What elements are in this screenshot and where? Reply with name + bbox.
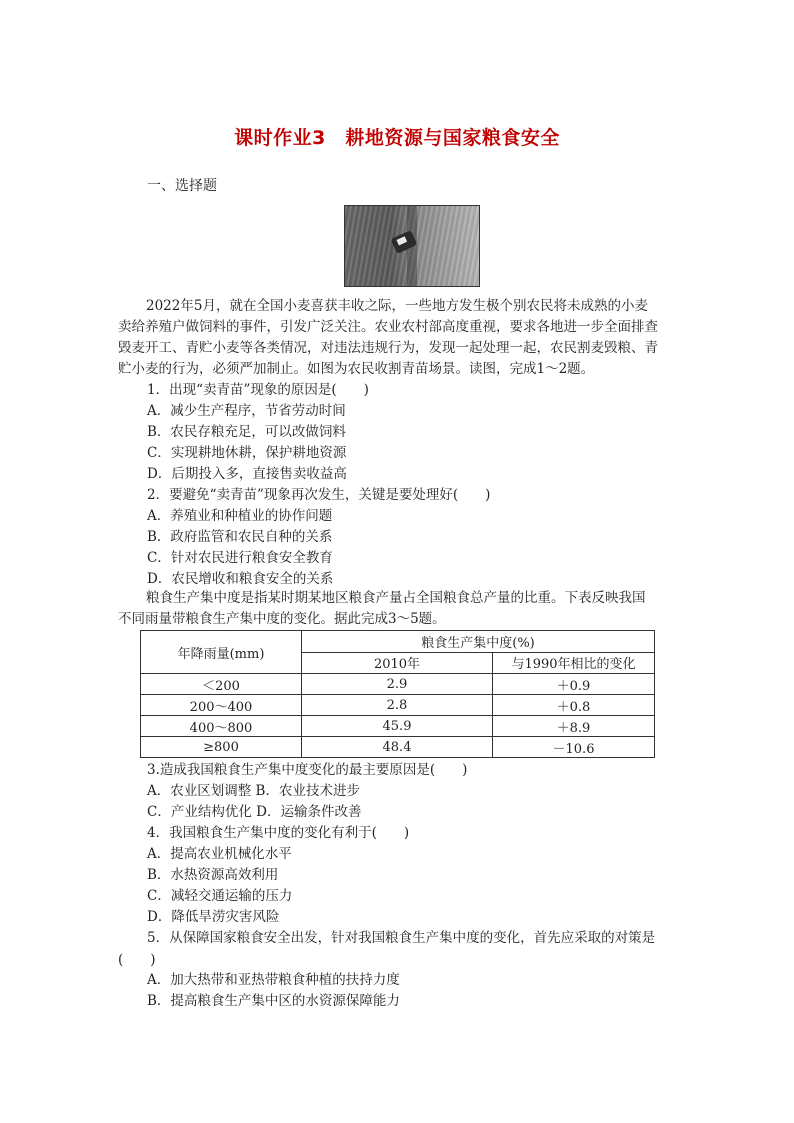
q1-option-c: C．实现耕地休耕，保护耕地资源 — [147, 445, 347, 461]
rainfall-table — [140, 630, 655, 758]
q3-stem: 3.造成我国粮食生产集中度变化的最主要原因是( ) — [147, 762, 468, 778]
table-subheader-2010: 2010年 — [302, 652, 493, 674]
page-title: 课时作业3 耕地资源与国家粮食安全 — [234, 127, 560, 149]
table-cell: 2.8 — [302, 695, 493, 716]
q1-stem: 1．出现“卖青苗”现象的原因是( ) — [147, 382, 369, 398]
table-row — [141, 674, 655, 695]
q2-option-c: C．针对农民进行粮食安全教育 — [147, 550, 333, 566]
table-cell: ＋8.9 — [493, 716, 655, 737]
harvest-photo — [344, 205, 480, 287]
q4-option-d: D．降低旱涝灾害风险 — [147, 909, 280, 925]
table-intro-paragraph: 粮食生产集中度是指某时期某地区粮食产量占全国粮食总产量的比重。下表反映我国不同雨量带粮食生产集中度的变化。据此完成3～5题。 — [118, 590, 646, 627]
table-cell: ≥800 — [141, 737, 302, 758]
table-row — [141, 737, 655, 758]
table-cell: 200～400 — [141, 695, 302, 716]
q2-option-d: D．农民增收和粮食安全的关系 — [147, 571, 334, 587]
table-cell: 400～800 — [141, 716, 302, 737]
q1-option-a: A．减少生产程序，节省劳动时间 — [147, 403, 346, 419]
q1-option-b: B．农民存粮充足，可以改做饲料 — [147, 424, 346, 440]
table-cell: ＋0.9 — [493, 674, 655, 695]
q4-option-a: A．提高农业机械化水平 — [147, 846, 292, 862]
intro-paragraph: 2022年5月，就在全国小麦喜获丰收之际，一些地方发生极个别农民将未成熟的小麦卖给养殖户做饲料的事件，引发广泛关注。农业农村部高度重视，要求各地进一步全面排查毁麦开工、青贮小麦等各类情况，对违法违规行为，发现一起处理一起，农民割麦毁粮、青贮小麦的行为，必须严加制止。如图为农民收割青苗场景。读图，完成1～2题。 — [118, 298, 658, 377]
q4-option-b: B．水热资源高效利用 — [147, 867, 279, 883]
q2-option-b: B．政府监管和农民自种的关系 — [147, 529, 333, 545]
q4-option-c: C．减轻交通运输的压力 — [147, 888, 293, 904]
table-subheader-change: 与1990年相比的变化 — [493, 652, 655, 674]
table-cell: 45.9 — [302, 716, 493, 737]
table-header-rainfall: 年降雨量(mm) — [141, 631, 302, 674]
table-cell: －10.6 — [493, 737, 655, 758]
q5-stem: 5．从保障国家粮食安全出发，针对我国粮食生产集中度的变化，首先应采取的对策是 — [147, 930, 656, 946]
table-row — [141, 716, 655, 737]
q5-option-a: A．加大热带和亚热带粮食种植的扶持力度 — [147, 972, 400, 988]
table-cell: 48.4 — [302, 737, 493, 758]
q5-option-b: B．提高粮食生产集中区的水资源保障能力 — [147, 993, 400, 1009]
table-cell: ＜200 — [141, 674, 302, 695]
q3-options-cd: C．产业结构优化 D．运输条件改善 — [147, 804, 362, 820]
q5-stem-continued: ( ) — [118, 952, 156, 968]
table-row — [141, 695, 655, 716]
section-heading: 一、选择题 — [147, 178, 217, 194]
q4-stem: 4．我国粮食生产集中度的变化有利于( ) — [147, 825, 410, 841]
q2-stem: 2．要避免“卖青苗”现象再次发生，关键是要处理好( ) — [147, 487, 491, 503]
q1-option-d: D．后期投入多，直接售卖收益高 — [147, 466, 347, 482]
table-cell: ＋0.8 — [493, 695, 655, 716]
table-cell: 2.9 — [302, 674, 493, 695]
table-header-concentration: 粮食生产集中度(%) — [302, 631, 655, 653]
q2-option-a: A．养殖业和种植业的协作问题 — [147, 508, 333, 524]
q3-options-ab: A．农业区划调整 B．农业技术进步 — [147, 783, 360, 799]
